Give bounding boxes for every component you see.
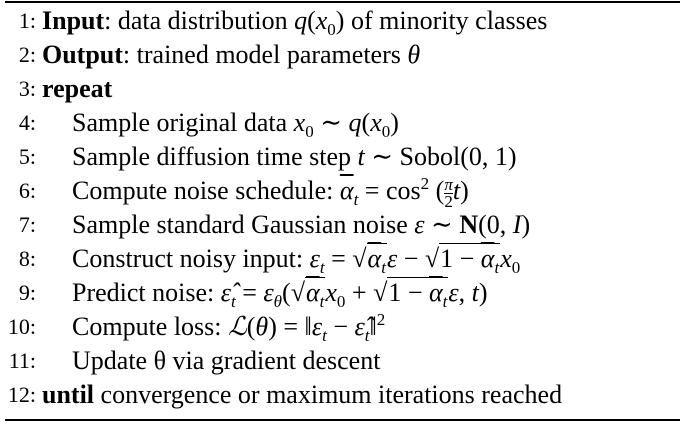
line-text: Compute loss: (72, 312, 229, 341)
line-number: 11: (8, 348, 36, 373)
line-number: 3: (18, 76, 36, 101)
line-number: 4: (18, 110, 36, 135)
line-text: Predict noise: (72, 278, 221, 307)
keyword-repeat: repeat (42, 74, 113, 103)
line-number: 9: (18, 280, 36, 305)
line-number: 10: (7, 314, 36, 339)
line-text: Sample original data (72, 108, 294, 137)
bottom-rule (5, 419, 680, 421)
line-text: : trained model parameters (122, 40, 408, 69)
line-text: : data distribution (104, 6, 295, 35)
cos-expr: cos (385, 176, 421, 205)
line-text: convergence or maximum iterations reached (94, 380, 563, 409)
line-number: 5: (18, 144, 36, 169)
line-text: Update θ via gradient descent (72, 346, 381, 375)
line-number: 2: (18, 42, 36, 67)
line-number: 12: (7, 382, 36, 407)
keyword-output: Output (42, 40, 123, 69)
line-number: 8: (18, 246, 36, 271)
keyword-until: until (42, 380, 95, 409)
line-number: 6: (18, 178, 36, 203)
line-number: 7: (18, 212, 36, 237)
line-text: Sample diffusion time step (72, 142, 358, 171)
line-text: Compute noise schedule: (72, 176, 340, 205)
top-rule (5, 1, 680, 3)
keyword-input: Input (42, 6, 105, 35)
line-text-tail: of minority classes (350, 6, 548, 35)
line-text: Sample standard Gaussian noise (72, 210, 415, 239)
sobol-expr: Sobol(0, 1) (399, 142, 517, 171)
line-number: 1: (18, 8, 36, 33)
line-text: Construct noisy input: (72, 244, 310, 273)
